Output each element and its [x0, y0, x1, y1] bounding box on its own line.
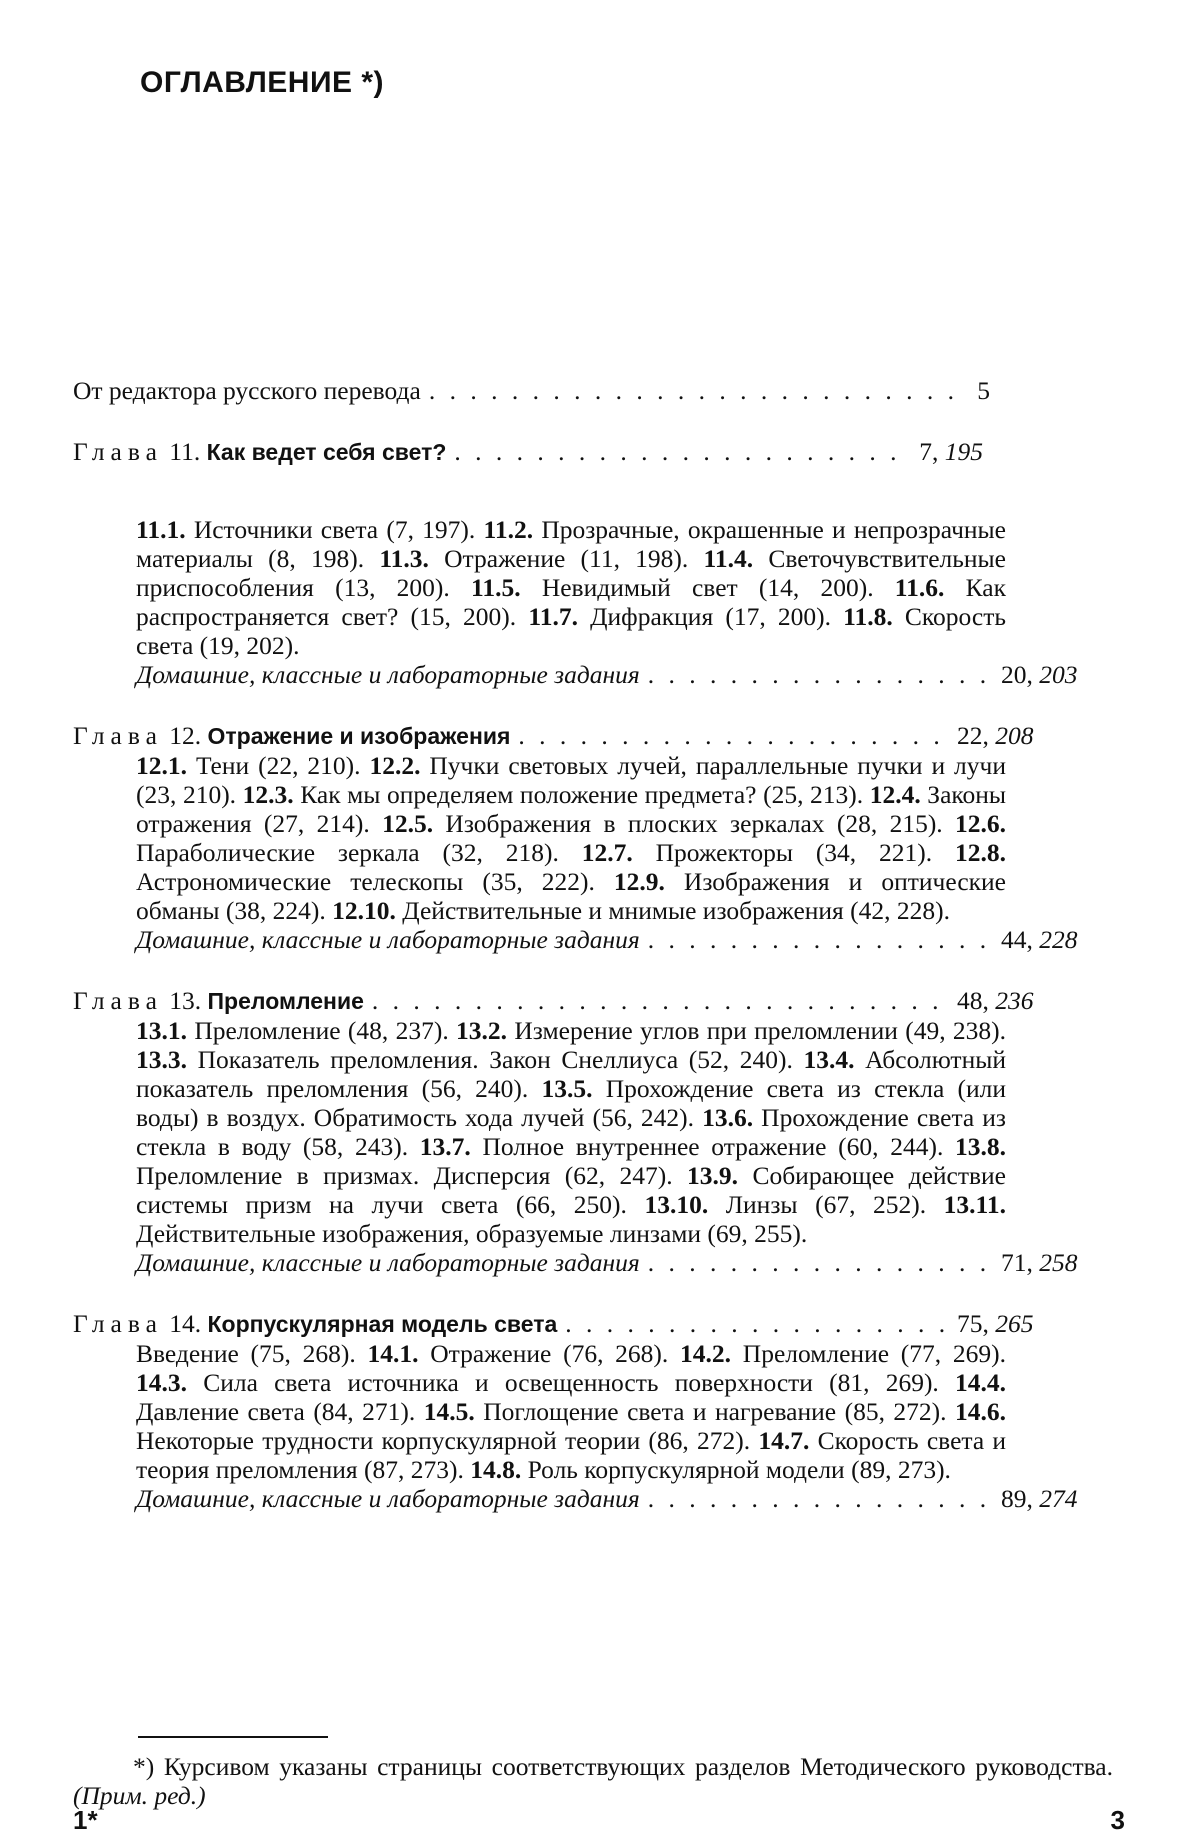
- leader-dots: [518, 721, 949, 750]
- chapter-pages: 7, 195: [919, 437, 983, 466]
- toc-homework-14[interactable]: [136, 1484, 1113, 1513]
- leader-dots: [648, 660, 993, 689]
- page-title: ОГЛАВЛЕНИЕ *): [140, 66, 385, 99]
- homework-label: Домашние, классные и лабораторные задания: [136, 925, 640, 954]
- chapter-sections-13: 13.1. Преломление (48, 237). 13.2. Измерение углов при преломлении (49, 238). 13.3. Показатель преломления. Закон Снеллиуса (52, 240). 13.4. Абсолютный показатель преломления (56, 240). 13.5. Прохождение света из стекла (или воды) в воздух. Обратимость хода лучей (56, 242). 13.6. Прохождение света из стекла в воду (58, 243). 13.7. Полное внутреннее отражение (60, 244). 13.8. Преломление в призмах. Дисперсия (62, 247). 13.9. Собирающее действие системы призм на лучи света (66, 250). 13.10. Линзы (67, 252). 13.11. Действительные изображения, образуемые линзами (69, 255).: [136, 1016, 1007, 1248]
- chapter-title: Как ведет себя свет?: [206, 439, 447, 465]
- toc-entry-label: От редактора русского перевода: [73, 376, 421, 405]
- chapter-prefix: Глава: [73, 1309, 163, 1338]
- toc-chapter-13[interactable]: [73, 986, 1113, 1016]
- chapter-prefix: Глава: [73, 437, 163, 466]
- leader-dots: [648, 1248, 993, 1277]
- chapter-pages: 22, 208: [957, 721, 1034, 750]
- homework-pages: 89, 274: [1001, 1484, 1078, 1513]
- leader-dots: [648, 925, 993, 954]
- footnote-text: *) Курсивом указаны страницы соответствующих разделов Методического руководства.: [133, 1752, 1113, 1781]
- homework-pages: 71, 258: [1001, 1248, 1078, 1277]
- toc-entry-editor-preface[interactable]: [73, 376, 1113, 405]
- chapter-title: Преломление: [207, 988, 364, 1014]
- footnote: [73, 1752, 1113, 1810]
- chapter-number: 14.: [169, 1309, 202, 1338]
- chapter-title: Корпускулярная модель света: [207, 1311, 558, 1337]
- chapter-sections-11: 11.1. Источники света (7, 197). 11.2. Прозрачные, окрашенные и непрозрачные материалы (8, 198). 11.3. Отражение (11, 198). 11.4. Светочувствительные приспособления (13, 200). 11.5. Невидимый свет (14, 200). 11.6. Как распространяется свет? (15, 200). 11.7. Дифракция (17, 200). 11.8. Скорость света (19, 202).: [136, 515, 1007, 660]
- footnote-divider: [138, 1736, 328, 1738]
- chapter-title: Отражение и изображения: [207, 723, 511, 749]
- toc-page-number: 5: [977, 376, 990, 405]
- chapter-number: 11.: [169, 437, 201, 466]
- homework-label: Домашние, классные и лабораторные задания: [136, 1484, 640, 1513]
- chapter-number: 12.: [169, 721, 202, 750]
- chapter-sections-12: 12.1. Тени (22, 210). 12.2. Пучки световых лучей, параллельные пучки и лучи (23, 210). 12.3. Как мы определяем положение предмета? (25, 213). 12.4. Законы отражения (27, 214). 12.5. Изображения в плоских зеркалах (28, 215). 12.6. Параболические зеркала (32, 218). 12.7. Прожекторы (34, 221). 12.8. Астрономические телескопы (35, 222). 12.9. Изображения и оптические обманы (38, 224). 12.10. Действительные и мнимые изображения (42, 228).: [136, 751, 1007, 925]
- toc-chapter-14[interactable]: [73, 1309, 1113, 1339]
- leader-dots: [648, 1484, 993, 1513]
- table-of-contents: [73, 376, 1113, 1513]
- chapter-pages: 48, 236: [957, 986, 1034, 1015]
- chapter-prefix: Глава: [73, 986, 163, 1015]
- leader-dots: [372, 986, 949, 1015]
- page-number: 3: [1110, 1805, 1125, 1835]
- toc-homework-11[interactable]: [136, 660, 1113, 689]
- footnote-editor-note: (Прим. ред.): [73, 1781, 206, 1810]
- leader-dots: [429, 376, 969, 405]
- chapter-number: 13.: [169, 986, 202, 1015]
- chapter-sections-14: Введение (75, 268). 14.1. Отражение (76, 268). 14.2. Преломление (77, 269). 14.3. Сила света источника и освещенность поверхности (81, 269). 14.4. Давление света (84, 271). 14.5. Поглощение света и нагревание (85, 272). 14.6. Некоторые трудности корпускулярной теории (86, 272). 14.7. Скорость света и теория преломления (87, 273). 14.8. Роль корпускулярной модели (89, 273).: [136, 1339, 1007, 1484]
- leader-dots: [565, 1309, 949, 1338]
- toc-chapter-12[interactable]: [73, 721, 1113, 751]
- homework-pages: 44, 228: [1001, 925, 1078, 954]
- toc-chapter-11[interactable]: [73, 437, 1113, 467]
- chapter-pages: 75, 265: [957, 1309, 1034, 1338]
- homework-label: Домашние, классные и лабораторные задания: [136, 1248, 640, 1277]
- toc-homework-12[interactable]: [136, 925, 1113, 954]
- toc-homework-13[interactable]: [136, 1248, 1113, 1277]
- leader-dots: [454, 437, 911, 466]
- chapter-prefix: Глава: [73, 721, 163, 750]
- homework-pages: 20, 203: [1001, 660, 1078, 689]
- printer-signature: 1*: [73, 1805, 98, 1835]
- homework-label: Домашние, классные и лабораторные задания: [136, 660, 640, 689]
